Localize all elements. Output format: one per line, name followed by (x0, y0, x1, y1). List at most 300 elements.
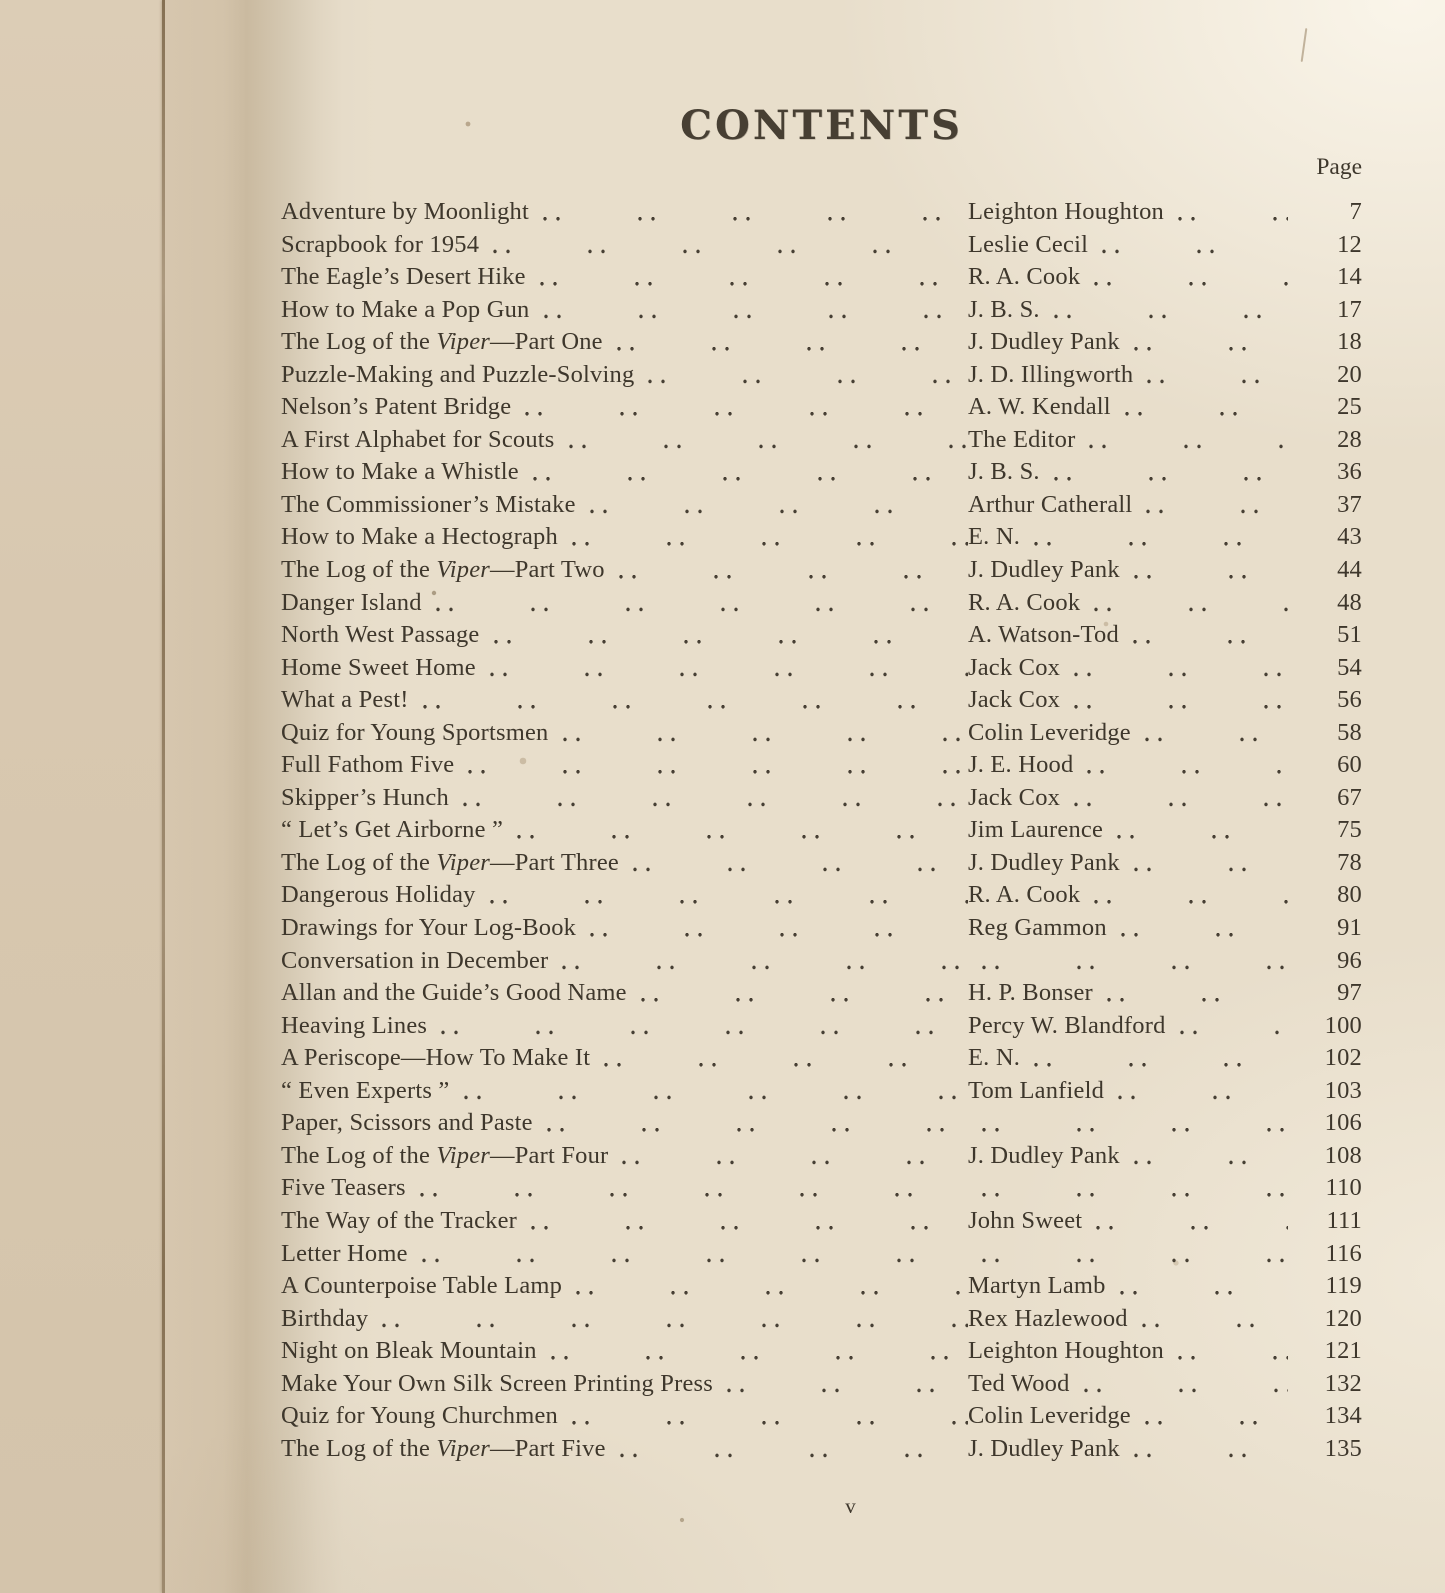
entry-title-cell (281, 912, 968, 945)
entry-title: Quiz for Young Sportsmen (281, 718, 549, 746)
dot-leader (608, 1140, 968, 1173)
entry-author: J. Dudley Pank (968, 556, 1120, 584)
toc-row (281, 879, 1362, 912)
dot-leader (1080, 261, 1288, 294)
toc-row (281, 1205, 1362, 1238)
dot-leader (558, 1400, 968, 1433)
dot-leader (1164, 196, 1288, 229)
dot-leader (558, 521, 968, 554)
entry-author-cell (968, 814, 1288, 847)
toc-row (281, 359, 1362, 392)
entry-author: R. A. Cook (968, 263, 1081, 291)
entry-title-cell (281, 424, 968, 457)
dot-leader (968, 1107, 1288, 1140)
entry-page-number: 20 (1337, 360, 1362, 388)
dot-leader (1131, 1400, 1288, 1433)
dot-leader (1120, 1140, 1288, 1173)
entry-author: The Editor (968, 425, 1076, 453)
toc-row (281, 587, 1362, 620)
entry-title: Home Sweet Home (281, 653, 476, 681)
dot-leader (427, 1010, 968, 1043)
entry-title-cell (281, 749, 968, 782)
entry-title-cell (281, 684, 968, 717)
entry-page-number: 106 (1324, 1109, 1362, 1137)
entry-title: The Log of the Viper—Part Five (281, 1434, 606, 1462)
entry-title: Drawings for Your Log-Book (281, 914, 577, 942)
dot-leader (1073, 749, 1288, 782)
toc-row (281, 1107, 1362, 1140)
dot-leader (530, 294, 969, 327)
entry-author-cell (968, 782, 1288, 815)
entry-page-number: 111 (1326, 1206, 1362, 1234)
entry-title: Skipper’s Hunch (281, 783, 449, 811)
entry-page-number: 48 (1337, 588, 1362, 616)
entry-author: R. A. Cook (968, 588, 1081, 616)
dot-leader (562, 1270, 968, 1303)
entry-author-cell (968, 1075, 1288, 1108)
entry-title-cell (281, 359, 968, 392)
dot-leader (576, 912, 968, 945)
toc-row (281, 717, 1362, 750)
entry-author-cell (968, 1238, 1288, 1271)
entry-page-number: 60 (1337, 751, 1362, 779)
dot-leader (1107, 912, 1288, 945)
entry-author-cell (968, 489, 1288, 522)
entry-page-number: 100 (1324, 1011, 1362, 1039)
entry-title-cell (281, 1205, 968, 1238)
entry-author: Jack Cox (968, 686, 1061, 714)
toc-row (281, 945, 1362, 978)
dot-leader (1120, 1433, 1288, 1466)
entry-page-number: 67 (1337, 783, 1362, 811)
entry-author-cell (968, 1042, 1288, 1075)
entry-title-cell (281, 587, 968, 620)
entry-title-cell (281, 489, 968, 522)
dot-leader (548, 945, 968, 978)
entry-title: The Commissioner’s Mistake (281, 490, 576, 518)
dot-leader (1119, 619, 1288, 652)
entry-author-cell (968, 587, 1288, 620)
entry-author: Ted Wood (968, 1369, 1070, 1397)
entry-page-number: 132 (1324, 1369, 1362, 1397)
entry-title-cell (281, 977, 968, 1010)
entry-author: Jim Laurence (968, 816, 1104, 844)
dot-leader (1111, 391, 1288, 424)
dot-leader (517, 1205, 968, 1238)
dot-leader (1020, 1042, 1288, 1075)
toc-row (281, 977, 1362, 1010)
entry-page-number: 18 (1337, 328, 1362, 356)
entry-author-cell (968, 196, 1288, 229)
dot-leader (555, 424, 968, 457)
dot-leader (406, 1172, 968, 1205)
entry-title: A First Alphabet for Scouts (281, 425, 555, 453)
entry-page-number: 7 (1349, 198, 1362, 225)
entry-page-number: 80 (1337, 881, 1362, 909)
dot-leader (537, 1335, 968, 1368)
dot-leader (1106, 1270, 1288, 1303)
entry-author: H. P. Bonser (968, 979, 1093, 1007)
entry-title: What a Pest! (281, 686, 409, 714)
entry-author: Tom Lanfield (968, 1076, 1105, 1104)
dot-leader (1104, 1075, 1288, 1108)
dot-leader (1075, 424, 1288, 457)
entry-page-number: 17 (1337, 295, 1362, 323)
toc-row (281, 782, 1362, 815)
dot-leader (1103, 814, 1288, 847)
entry-title: Paper, Scissors and Paste (281, 1109, 533, 1137)
entry-page-number: 91 (1337, 914, 1362, 942)
entry-title-cell (281, 782, 968, 815)
entry-title: The Log of the Viper—Part One (281, 328, 603, 356)
dot-leader (408, 1238, 968, 1271)
entry-page-number: 44 (1337, 556, 1362, 584)
toc-row (281, 1010, 1362, 1043)
toc-row (281, 521, 1362, 554)
entry-page-number: 12 (1337, 230, 1362, 258)
entry-author: Percy W. Blandford (968, 1011, 1166, 1039)
entry-page-number: 96 (1337, 946, 1362, 974)
entry-title-cell (281, 229, 968, 262)
dot-leader (1132, 489, 1288, 522)
entry-author: Leighton Houghton (968, 198, 1164, 225)
dot-leader (409, 684, 968, 717)
entry-author-cell (968, 554, 1288, 587)
entry-author: J. D. Illingworth (968, 360, 1134, 388)
entry-title: Dangerous Holiday (281, 881, 476, 909)
entry-author-cell (968, 359, 1288, 392)
entry-title-cell (281, 521, 968, 554)
entry-title-cell (281, 847, 968, 880)
toc-row (281, 1433, 1362, 1466)
dot-leader (422, 587, 968, 620)
dot-leader (476, 879, 968, 912)
entry-author-cell (968, 294, 1288, 327)
toc-row (281, 912, 1362, 945)
toc-row (281, 1303, 1362, 1336)
dot-leader (627, 977, 968, 1010)
entry-title-cell (281, 619, 968, 652)
dot-leader (1164, 1335, 1288, 1368)
entry-author-cell (968, 977, 1288, 1010)
dot-leader (1040, 456, 1288, 489)
entry-author-cell (968, 749, 1288, 782)
entry-author-cell (968, 1270, 1288, 1303)
dot-leader (619, 847, 968, 880)
entry-author-cell (968, 1303, 1288, 1336)
entry-page-number: 75 (1337, 816, 1362, 844)
dot-leader (519, 456, 968, 489)
dot-leader (1070, 1368, 1288, 1401)
folio: v (845, 1494, 856, 1518)
entry-title: Make Your Own Silk Screen Printing Press (281, 1369, 713, 1397)
entry-title: The Log of the Viper—Part Two (281, 556, 605, 584)
entry-page-number: 116 (1325, 1239, 1362, 1267)
entry-author-cell (968, 879, 1288, 912)
dot-leader (450, 1075, 968, 1108)
dot-leader (529, 196, 968, 229)
entry-author: John Sweet (968, 1206, 1083, 1234)
entry-page-number: 28 (1337, 425, 1362, 453)
entry-title: Heaving Lines (281, 1011, 428, 1039)
entry-page-number: 25 (1337, 393, 1362, 421)
dot-leader (526, 261, 968, 294)
entry-author: J. E. Hood (968, 751, 1074, 779)
entry-author-cell (968, 1140, 1288, 1173)
entry-title: Conversation in December (281, 946, 549, 974)
entry-author-cell (968, 456, 1288, 489)
entry-title: How to Make a Pop Gun (281, 295, 530, 323)
dot-leader (590, 1042, 968, 1075)
entry-title-cell (281, 717, 968, 750)
entry-author-cell (968, 391, 1288, 424)
dot-leader (368, 1303, 968, 1336)
entry-author-cell (968, 326, 1288, 359)
dot-leader (1080, 879, 1288, 912)
entry-page-number: 43 (1337, 523, 1362, 551)
entry-author: J. B. S. (968, 295, 1040, 323)
entry-author-cell (968, 619, 1288, 652)
entry-page-number: 102 (1324, 1044, 1362, 1072)
dot-leader (1088, 229, 1288, 262)
entry-author-cell (968, 229, 1288, 262)
entry-title: Puzzle-Making and Puzzle-Solving (281, 360, 635, 388)
entry-page-number: 134 (1324, 1402, 1362, 1430)
entry-author-cell (968, 1400, 1288, 1433)
entry-author: Leslie Cecil (968, 230, 1089, 258)
dot-leader (503, 814, 968, 847)
entry-page-number: 108 (1324, 1141, 1362, 1169)
entry-author: J. Dudley Pank (968, 328, 1120, 356)
entry-author-cell (968, 652, 1288, 685)
toc-row (281, 1172, 1362, 1205)
entry-author: Martyn Lamb (968, 1272, 1106, 1300)
toc-row (281, 1335, 1362, 1368)
dot-leader (1082, 1205, 1288, 1238)
entry-author-cell (968, 1172, 1288, 1205)
entry-title-cell (281, 294, 968, 327)
toc-row (281, 1400, 1362, 1433)
entry-title: Danger Island (281, 588, 422, 616)
entry-author-cell (968, 1368, 1288, 1401)
entry-author: R. A. Cook (968, 881, 1081, 909)
dot-leader (1120, 554, 1288, 587)
dot-leader (1131, 717, 1288, 750)
entry-title-cell (281, 1172, 968, 1205)
dot-leader (634, 359, 968, 392)
toc-row (281, 554, 1362, 587)
entry-title-cell (281, 196, 968, 229)
dot-leader (454, 749, 968, 782)
entry-author: Jack Cox (968, 783, 1061, 811)
toc-row (281, 1270, 1362, 1303)
paper-flecks (165, 0, 167, 2)
dot-leader (449, 782, 968, 815)
dot-leader (1128, 1303, 1288, 1336)
entry-title-cell (281, 945, 968, 978)
entry-title: “ Even Experts ” (281, 1076, 450, 1104)
entry-title-cell (281, 1335, 968, 1368)
toc-row (281, 847, 1362, 880)
page-title: CONTENTS (680, 102, 963, 149)
dot-leader (603, 326, 968, 359)
dot-leader (576, 489, 968, 522)
entry-author: Reg Gammon (968, 914, 1107, 942)
entry-title-cell (281, 1238, 968, 1271)
entry-page-number: 56 (1337, 686, 1362, 714)
entry-author-cell (968, 261, 1288, 294)
entry-author: A. W. Kendall (968, 393, 1111, 421)
toc-row (281, 294, 1362, 327)
entry-title: Letter Home (281, 1239, 408, 1267)
entry-author-cell (968, 521, 1288, 554)
entry-page-number: 58 (1337, 718, 1362, 746)
dot-leader (1120, 847, 1288, 880)
entry-page-number: 135 (1324, 1434, 1362, 1462)
toc-row (281, 652, 1362, 685)
entry-page-number: 54 (1337, 653, 1362, 681)
toc-row (281, 424, 1362, 457)
dot-leader (713, 1368, 968, 1401)
page-column-header: Page (1316, 154, 1362, 180)
entry-title-cell (281, 1270, 968, 1303)
entry-author: Leighton Houghton (968, 1337, 1164, 1365)
entry-title: Quiz for Young Churchmen (281, 1402, 559, 1430)
entry-page-number: 37 (1337, 490, 1362, 518)
entry-author: E. N. (968, 523, 1021, 551)
entry-page-number: 36 (1337, 458, 1362, 486)
entry-title: The Log of the Viper—Part Four (281, 1141, 609, 1169)
entry-title: Scrapbook for 1954 (281, 230, 480, 258)
entry-title: The Eagle’s Desert Hike (281, 263, 526, 291)
dot-leader (968, 1238, 1288, 1271)
entry-title: How to Make a Hectograph (281, 523, 558, 551)
dot-leader (605, 554, 968, 587)
toc-row (281, 1368, 1362, 1401)
toc-row (281, 326, 1362, 359)
toc-row (281, 619, 1362, 652)
entry-page-number: 120 (1324, 1304, 1362, 1332)
entry-author: J. Dudley Pank (968, 1434, 1120, 1462)
toc-row (281, 229, 1362, 262)
dot-leader (549, 717, 968, 750)
entry-title-cell (281, 456, 968, 489)
entry-title: Adventure by Moonlight (281, 198, 530, 225)
entry-author: A. Watson-Tod (968, 621, 1119, 649)
dot-leader (479, 229, 968, 262)
dot-leader (1080, 587, 1288, 620)
entry-title-cell (281, 652, 968, 685)
entry-author: J. Dudley Pank (968, 1141, 1120, 1169)
toc-row (281, 684, 1362, 717)
entry-title: North West Passage (281, 621, 480, 649)
entry-author: E. N. (968, 1044, 1021, 1072)
entry-author: Rex Hazlewood (968, 1304, 1128, 1332)
entry-title-cell (281, 1303, 968, 1336)
entry-title: Allan and the Guide’s Good Name (281, 979, 627, 1007)
dot-leader (511, 391, 968, 424)
entry-title-cell (281, 1140, 968, 1173)
dot-leader (606, 1433, 968, 1466)
entry-page-number: 103 (1324, 1076, 1362, 1104)
entry-author-cell (968, 912, 1288, 945)
entry-title: “ Let’s Get Airborne ” (281, 816, 504, 844)
dot-leader (533, 1107, 968, 1140)
entry-title: Five Teasers (281, 1174, 406, 1202)
entry-page-number: 110 (1325, 1174, 1362, 1202)
entry-title: The Way of the Tracker (281, 1206, 518, 1234)
entry-title: Full Fathom Five (281, 751, 455, 779)
dot-leader (480, 619, 968, 652)
dot-leader (1040, 294, 1288, 327)
entry-title: Nelson’s Patent Bridge (281, 393, 512, 421)
entry-title-cell (281, 814, 968, 847)
toc-row (281, 1140, 1362, 1173)
entry-title-cell (281, 554, 968, 587)
toc-row (281, 814, 1362, 847)
entry-title: Birthday (281, 1304, 369, 1332)
toc-row (281, 1075, 1362, 1108)
dot-leader (1166, 1010, 1288, 1043)
entry-author-cell (968, 717, 1288, 750)
entry-title-cell (281, 261, 968, 294)
toc-row (281, 261, 1362, 294)
entry-page-number: 119 (1325, 1272, 1362, 1300)
entry-title-cell (281, 1368, 968, 1401)
dot-leader (1120, 326, 1288, 359)
entry-author: Colin Leveridge (968, 718, 1131, 746)
entry-title-cell (281, 1042, 968, 1075)
toc-row (281, 489, 1362, 522)
entry-author: J. Dudley Pank (968, 848, 1120, 876)
entry-author-cell (968, 1433, 1288, 1466)
entry-title-cell (281, 391, 968, 424)
entry-title-cell (281, 326, 968, 359)
facing-page-edge (0, 0, 162, 1593)
entry-title-cell (281, 1400, 968, 1433)
toc-rows (281, 196, 1362, 1465)
entry-page-number: 51 (1337, 621, 1362, 649)
dot-leader (1060, 684, 1288, 717)
dot-leader (1133, 359, 1288, 392)
toc-row (281, 1042, 1362, 1075)
entry-title-cell (281, 1107, 968, 1140)
dot-leader (1093, 977, 1288, 1010)
entry-title: How to Make a Whistle (281, 458, 519, 486)
entry-title: Night on Bleak Mountain (281, 1337, 537, 1365)
entry-author-cell (968, 847, 1288, 880)
dot-leader (968, 945, 1288, 978)
toc-row (281, 749, 1362, 782)
toc-row (281, 1238, 1362, 1271)
dot-leader (1020, 521, 1288, 554)
entry-page-number: 121 (1324, 1337, 1362, 1365)
toc-row (281, 456, 1362, 489)
dot-leader (476, 652, 968, 685)
dot-leader (1060, 782, 1288, 815)
entry-title-cell (281, 1010, 968, 1043)
entry-title: A Periscope—How To Make It (281, 1044, 591, 1072)
entry-author-cell (968, 1010, 1288, 1043)
entry-author-cell (968, 1205, 1288, 1238)
entry-author-cell (968, 424, 1288, 457)
entry-author: Colin Leveridge (968, 1402, 1131, 1430)
entry-author-cell (968, 1107, 1288, 1140)
entry-title-cell (281, 1075, 968, 1108)
entry-author: Jack Cox (968, 653, 1061, 681)
entry-author-cell (968, 945, 1288, 978)
entry-title: A Counterpoise Table Lamp (281, 1272, 563, 1300)
